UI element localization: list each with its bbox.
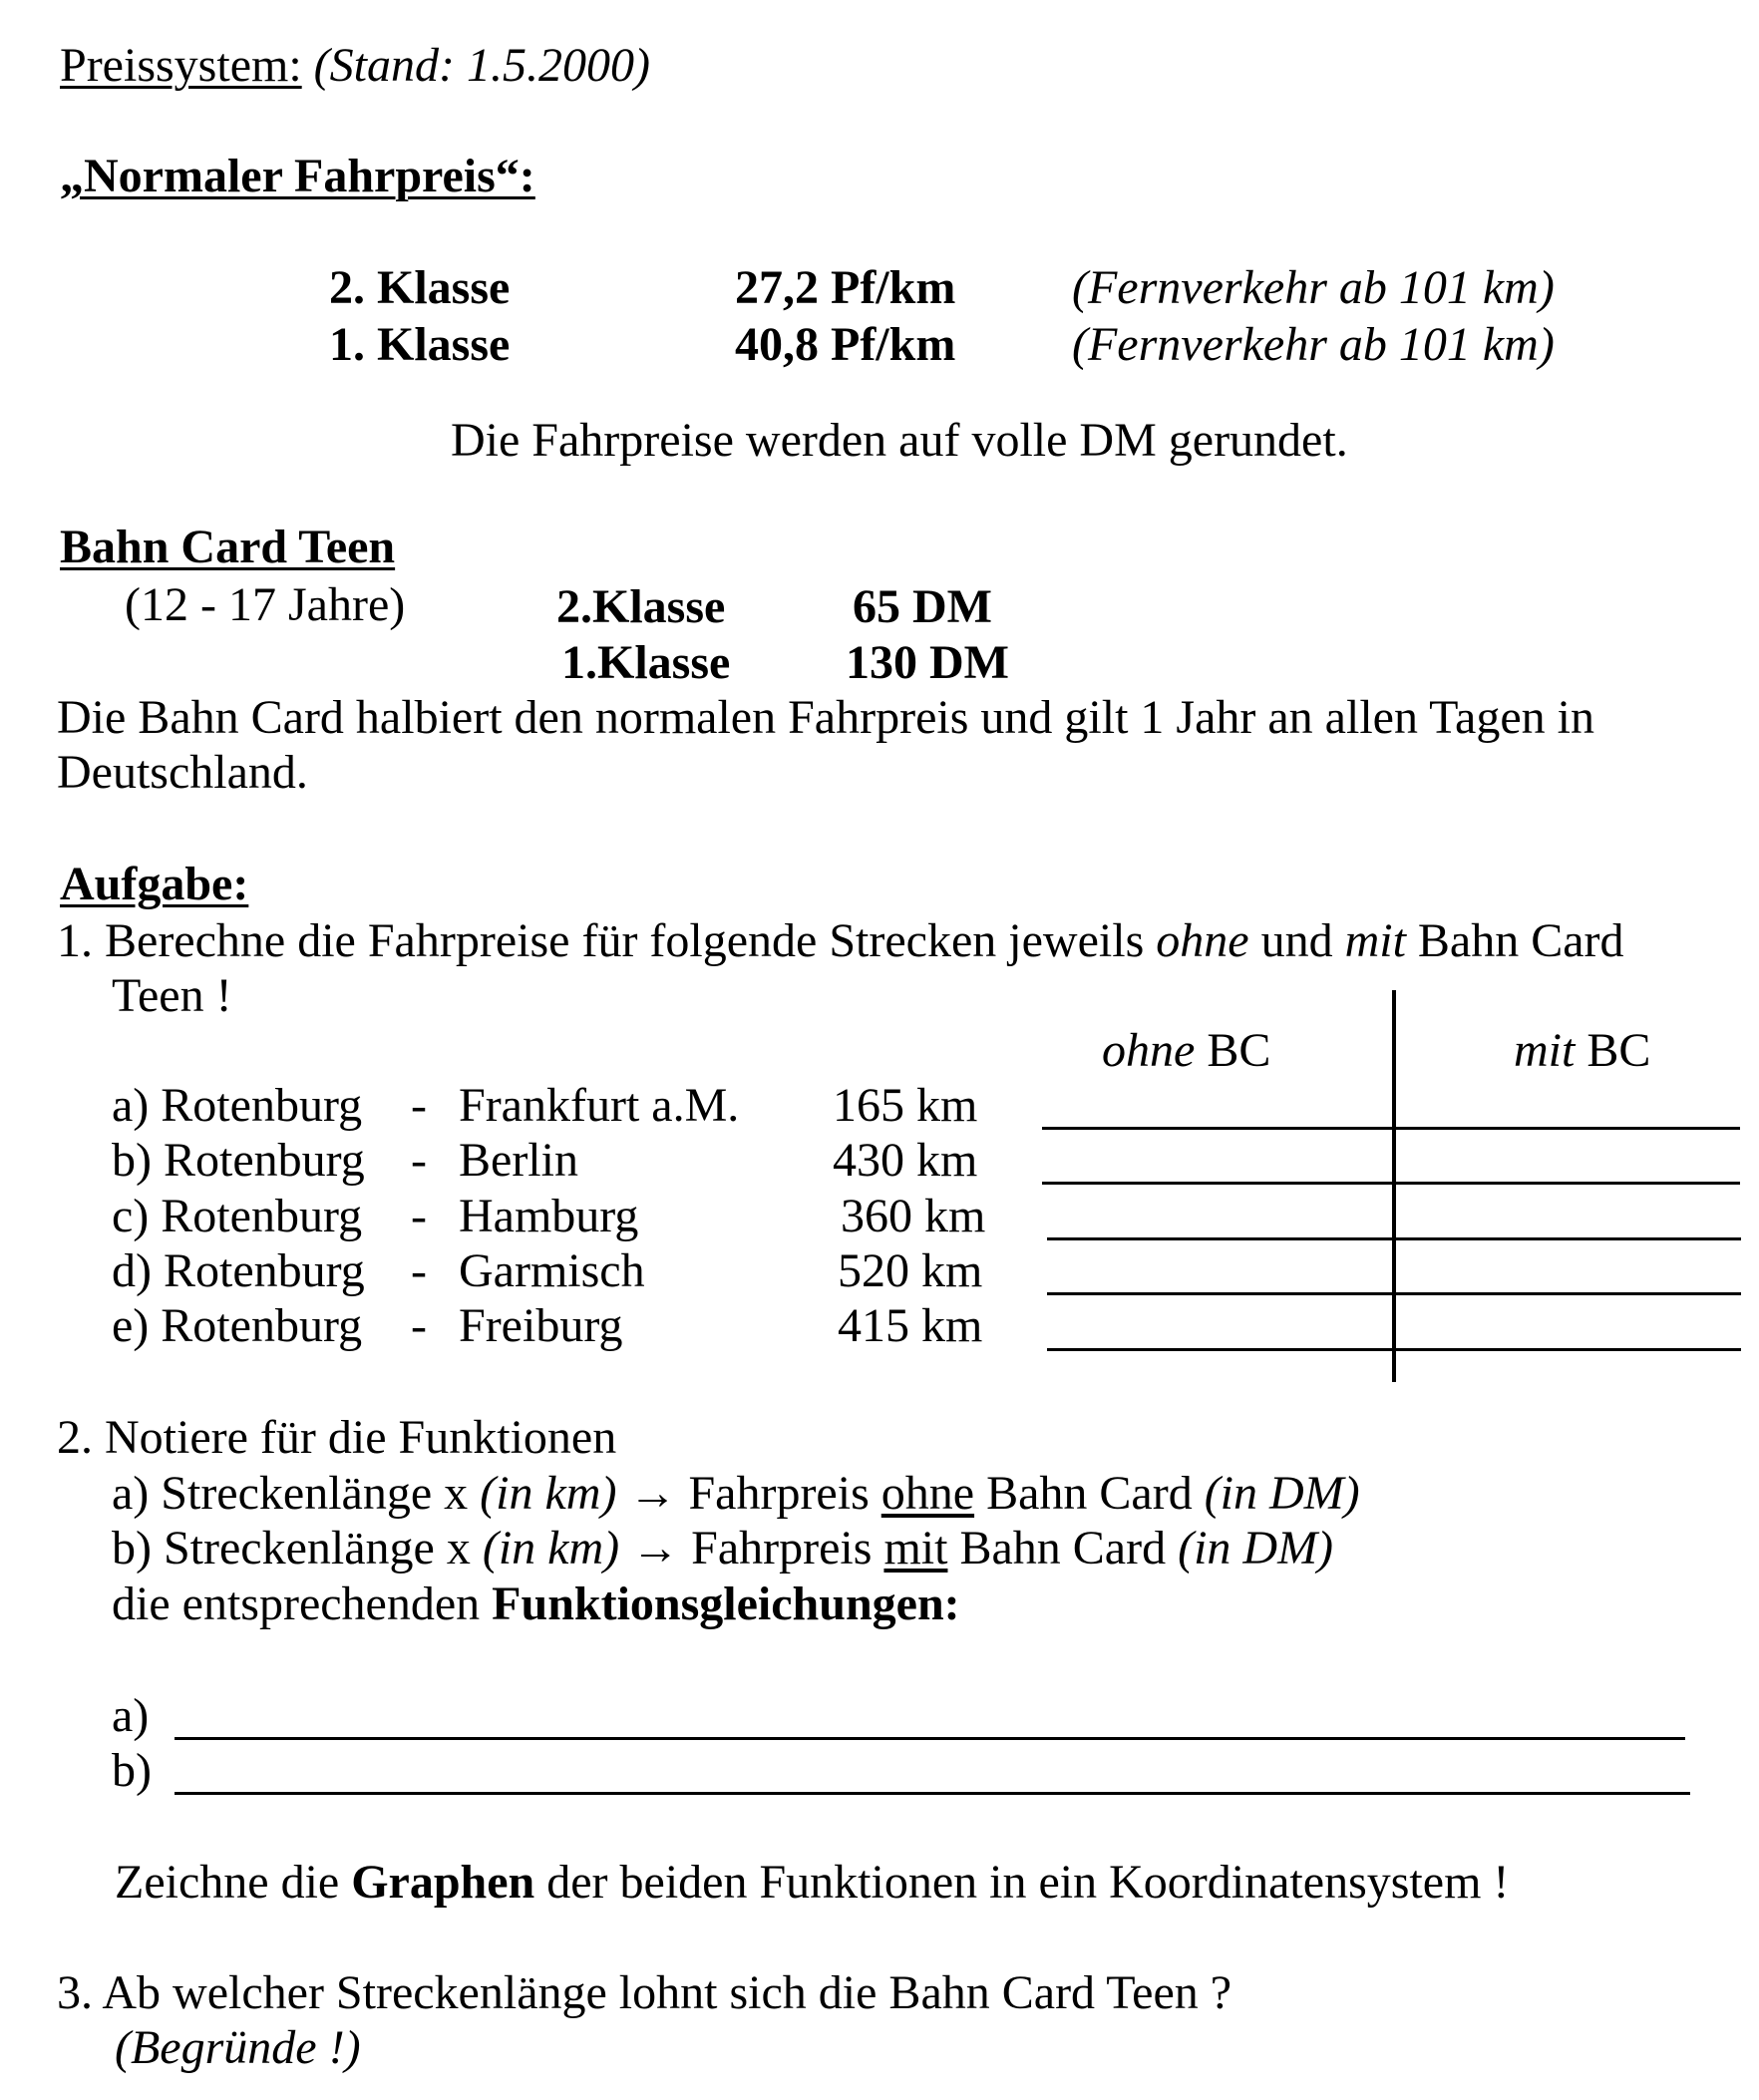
route-dash: - [411,1134,427,1187]
bahncard-heading: Bahn Card Teen [60,521,396,573]
function-b-dm: (in DM) [1178,1522,1334,1575]
task1-und: und [1260,914,1333,967]
task3-note: (Begründe !) [115,2021,361,2074]
route-label: c) Rotenburg [112,1190,363,1242]
arrow-right-icon: → [628,1467,677,1520]
function-a-unit: (in km) [480,1467,617,1520]
aufgabe-heading: Aufgabe: [60,858,249,910]
normal-row-2-note: (Fernverkehr ab 101 km) [1072,318,1555,371]
task1-line1 [57,914,1624,967]
route-dash: - [411,1079,427,1132]
function-a-end: Bahn Card [986,1467,1193,1520]
graph-instruction-end: der beiden Funktionen in ein Koordinatensystem ! [546,1856,1510,1909]
task1-text-b: Bahn Card [1417,914,1624,967]
task1-number: 1. [57,914,93,967]
function-a-start: a) Streckenlänge x [112,1467,469,1520]
route-dash: - [411,1299,427,1352]
route-dash: - [411,1244,427,1297]
column-header-ohne-italic: ohne [1102,1024,1196,1077]
column-header-mit-bc [1514,1024,1651,1077]
route-label: b) Rotenburg [112,1134,365,1187]
column-header-mit-italic: mit [1514,1024,1576,1077]
task2-number: 2. [57,1411,93,1464]
answer-label-a: a) [112,1689,150,1742]
task1-mit: mit [1344,914,1406,967]
route-distance: 430 km [833,1134,978,1187]
normal-row-2-klasse: 1. Klasse [329,318,511,371]
route-distance: 520 km [838,1244,983,1297]
answer-line-e[interactable] [1047,1348,1741,1351]
column-header-ohne-rest: BC [1207,1024,1271,1077]
task2-closing [112,1577,960,1630]
answer-line-b[interactable] [1042,1182,1740,1185]
route-dash: - [411,1190,427,1242]
bahncard-preis-2: 65 DM [853,580,992,633]
route-distance: 415 km [838,1299,983,1352]
normal-fare-heading: „Normaler Fahrpreis“: [60,150,535,202]
function-a-underlined: ohne [880,1467,975,1520]
route-distance: 360 km [841,1190,986,1242]
route-destination: Frankfurt a.M. [459,1079,740,1132]
arrow-right-icon: → [631,1522,680,1575]
function-b-underlined: mit [883,1522,948,1575]
route-destination: Hamburg [459,1190,639,1242]
header-title: Preissystem: [60,39,302,92]
task2-closing-bold: Funktionsgleichungen: [492,1577,960,1630]
normal-row-1-preis: 27,2 Pf/km [735,261,956,314]
task1-line2: Teen ! [112,969,232,1022]
function-b-unit: (in km) [482,1522,620,1575]
normal-row-1-note: (Fernverkehr ab 101 km) [1072,261,1555,314]
graph-instruction [115,1856,1510,1909]
task2-function-b [112,1522,1334,1575]
function-a-mid: Fahrpreis [688,1467,870,1520]
table-column-divider [1392,990,1396,1382]
route-destination: Garmisch [459,1244,645,1297]
equation-line-b[interactable] [175,1792,1690,1795]
function-b-start: b) Streckenlänge x [112,1522,471,1575]
graph-instruction-start: Zeichne die [115,1856,340,1909]
normal-row-2-preis: 40,8 Pf/km [735,318,956,371]
answer-label-b: b) [112,1744,152,1797]
header-stand: (Stand: 1.5.2000) [313,39,650,92]
bahncard-age: (12 - 17 Jahre) [125,578,406,631]
route-destination: Berlin [459,1134,578,1187]
function-a-dm: (in DM) [1204,1467,1360,1520]
column-header-mit-rest: BC [1586,1024,1651,1077]
route-label: d) Rotenburg [112,1244,365,1297]
column-header-ohne-bc [1102,1024,1271,1077]
task2-function-a [112,1467,1360,1520]
equation-line-a[interactable] [175,1737,1685,1740]
task1-ohne: ohne [1156,914,1249,967]
task3-number: 3. [57,1966,93,2019]
normal-row-1-klasse: 2. Klasse [329,261,511,314]
graph-instruction-bold: Graphen [351,1856,535,1909]
bahncard-klasse-2: 2.Klasse [556,580,726,633]
route-destination: Freiburg [459,1299,623,1352]
answer-line-d[interactable] [1047,1292,1741,1295]
bahncard-preis-1: 130 DM [846,636,1009,689]
answer-line-c[interactable] [1047,1237,1741,1240]
function-b-mid: Fahrpreis [691,1522,873,1575]
route-distance: 165 km [833,1079,978,1132]
route-label: e) Rotenburg [112,1299,363,1352]
task2-closing-start: die entsprechenden [112,1577,481,1630]
bahncard-description-line1: Die Bahn Card halbiert den normalen Fahrpreis und gilt 1 Jahr an allen Tagen in [57,691,1594,744]
route-label: a) Rotenburg [112,1079,363,1132]
function-b-end: Bahn Card [959,1522,1167,1575]
page-header [60,39,650,92]
rounding-note: Die Fahrpreise werden auf volle DM gerundet. [451,414,1348,467]
bahncard-klasse-1: 1.Klasse [561,636,731,689]
task2-intro-text: Notiere für die Funktionen [105,1411,617,1464]
task3-text: Ab welcher Streckenlänge lohnt sich die Bahn Card Teen ? [102,1966,1232,2019]
task3-question [57,1966,1232,2019]
task2-intro [57,1411,617,1464]
bahncard-description-line2: Deutschland. [57,746,308,799]
answer-line-a[interactable] [1042,1127,1740,1130]
task1-text-a: Berechne die Fahrpreise für folgende Strecken jeweils [105,914,1145,967]
